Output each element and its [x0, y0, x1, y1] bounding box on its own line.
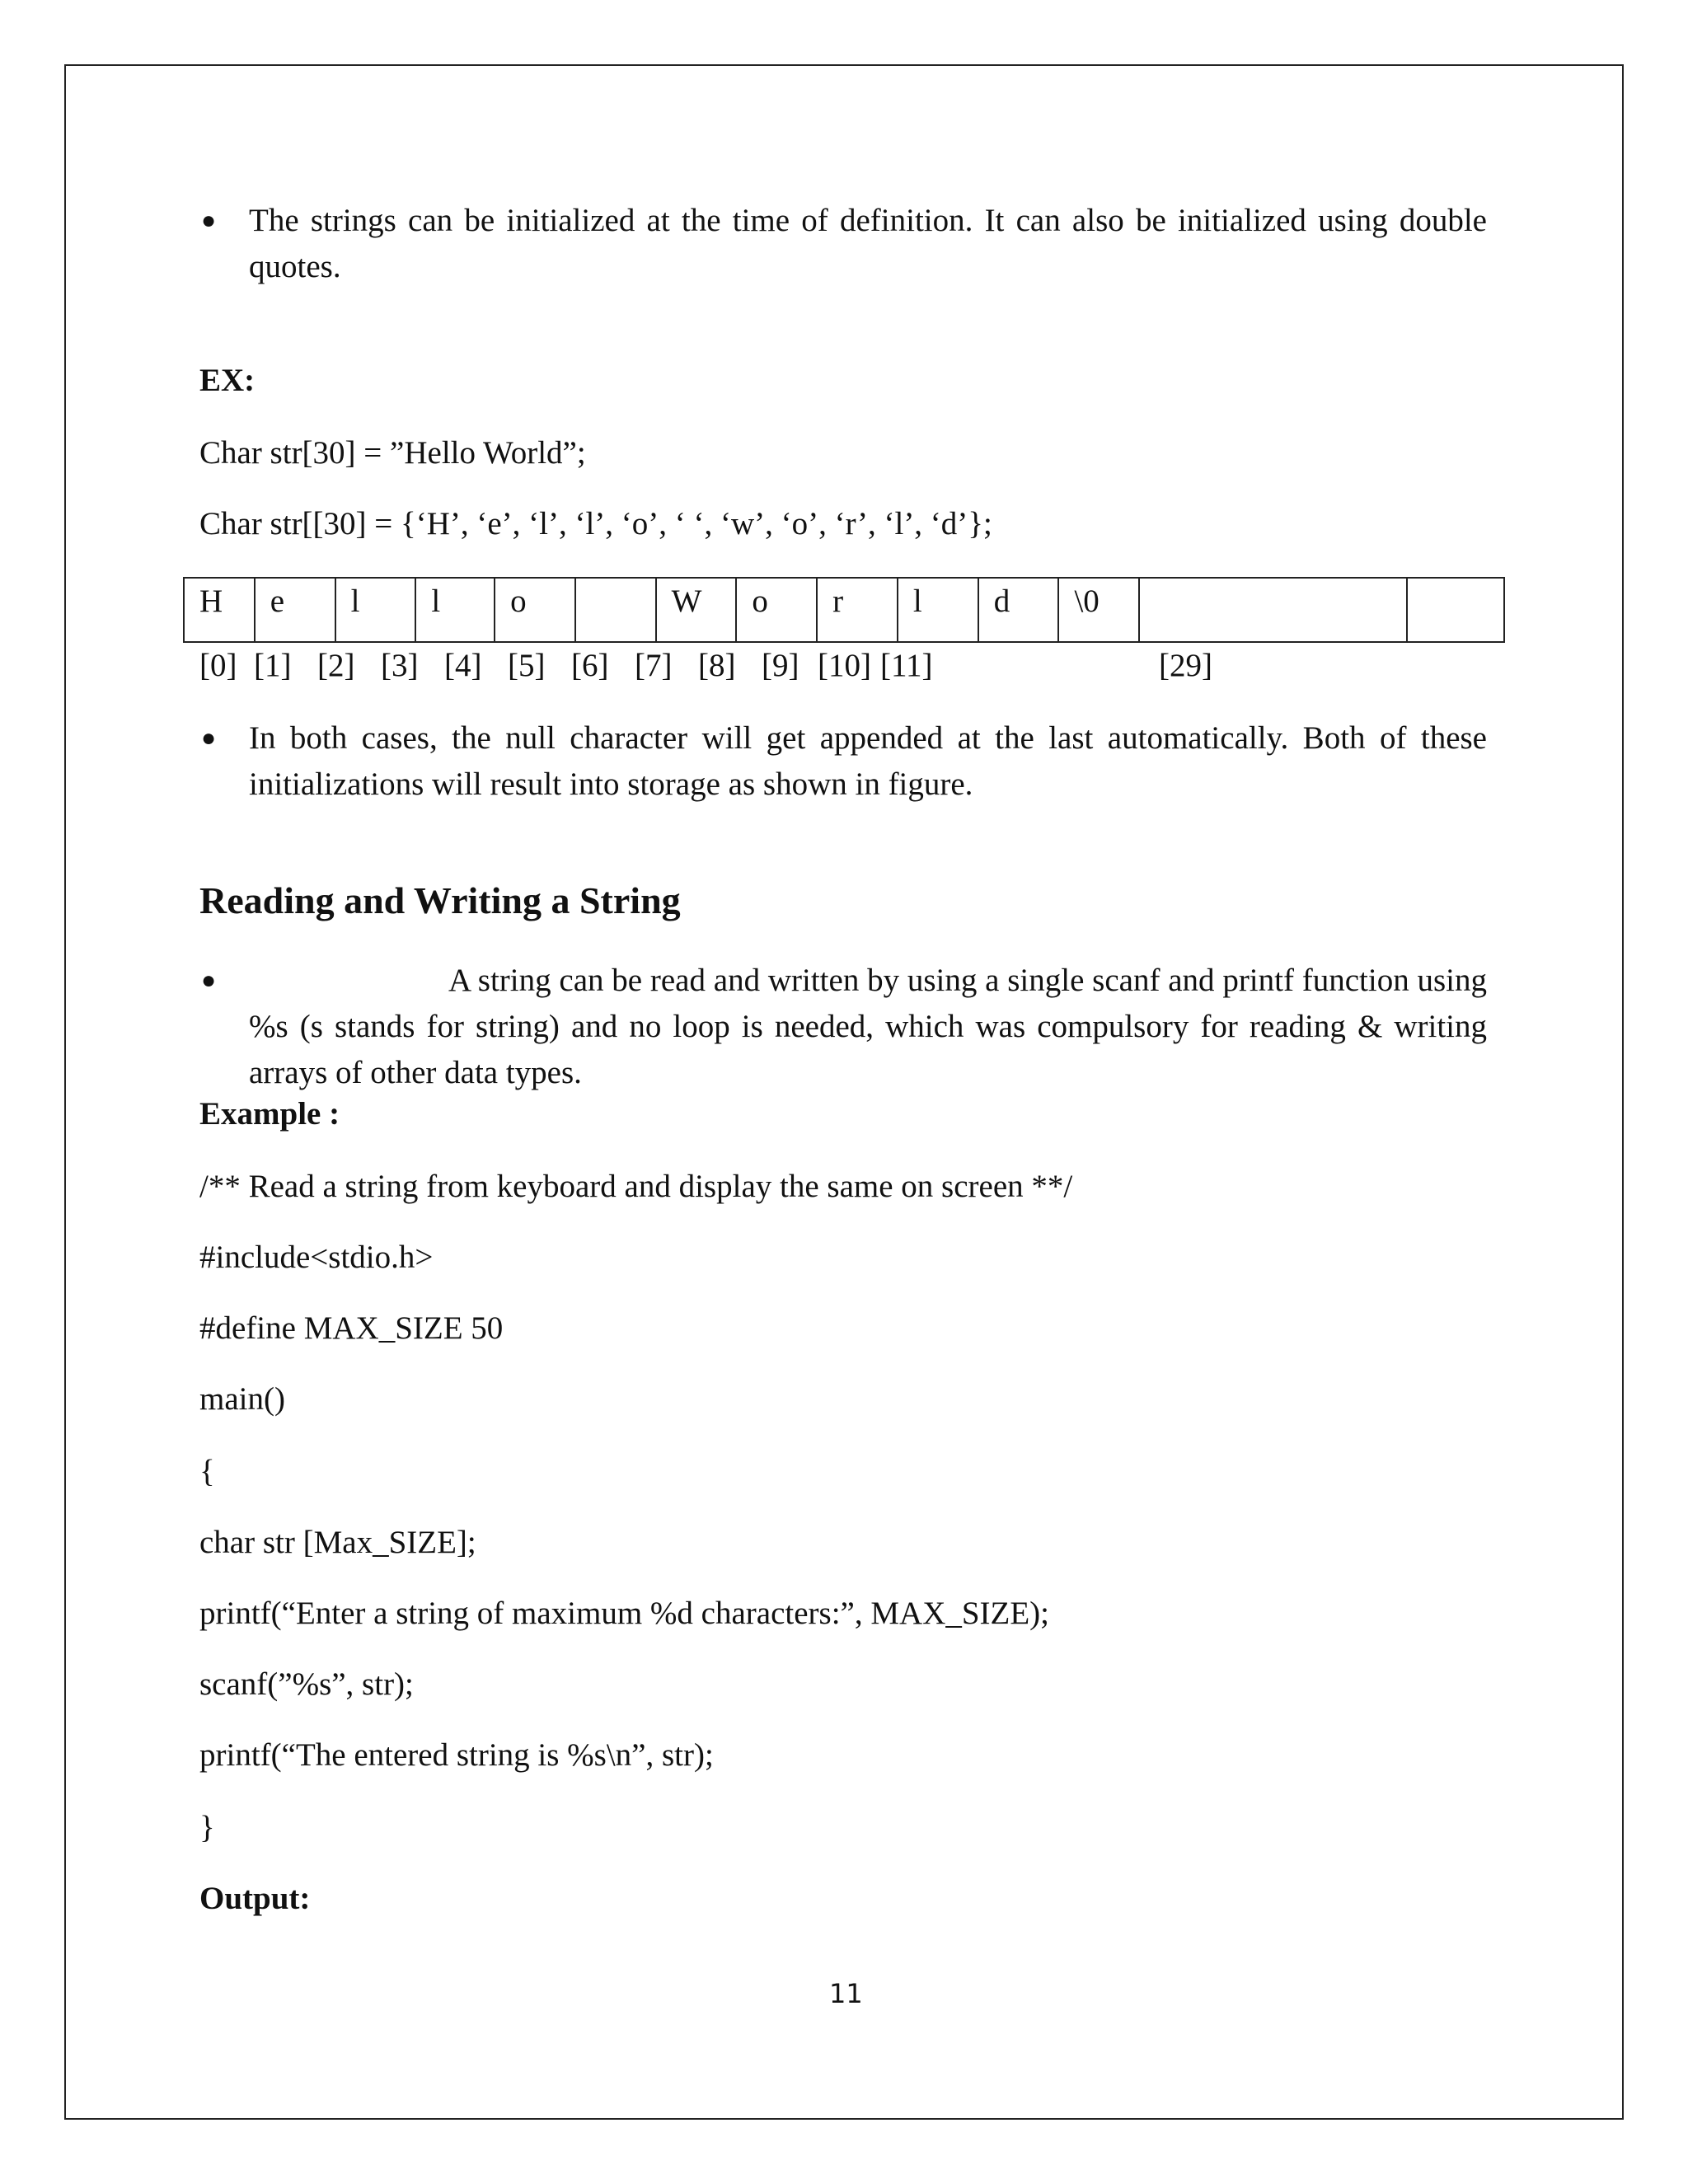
bullet-icon: ●: [201, 967, 217, 994]
string-storage-table: [183, 577, 1505, 643]
code-line-init-2: Char str[[30] = {‘H’, ‘e’, ‘l’, ‘l’, ‘o’, ‘ ‘, ‘w’, ‘o’, ‘r’, ‘l’, ‘d’};: [199, 506, 992, 541]
page-number: 11: [829, 1978, 863, 2009]
code-line: #define MAX_SIZE 50: [199, 1310, 504, 1346]
table-cell: d: [979, 579, 1060, 641]
bullet-paragraph-3: A string can be read and written by using a single scanf and printf function using %s (s stands for string) and no loop is needed, which was compulsory for reading & writing arrays of other data types.: [249, 963, 1487, 1090]
section-heading: Reading and Writing a String: [199, 879, 681, 921]
code-line: {: [199, 1454, 215, 1489]
table-cell: l: [336, 579, 417, 641]
code-line: char str [Max_SIZE];: [199, 1525, 476, 1560]
table-cell: l: [416, 579, 495, 641]
example-label: Example :: [199, 1096, 340, 1132]
table-cell: o: [495, 579, 576, 641]
table-cell: [1140, 579, 1408, 641]
table-cell: l: [898, 579, 979, 641]
index-label: [0]: [199, 648, 237, 683]
code-line: scanf(”%s”, str);: [199, 1666, 414, 1702]
bullet-paragraph-1: The strings can be initialized at the time of definition. It can also be initialized using double quotes.: [249, 203, 1487, 284]
index-label: [2]: [317, 648, 355, 683]
index-label: [8]: [698, 648, 736, 683]
index-label: [3]: [381, 648, 419, 683]
code-line: #include<stdio.h>: [199, 1240, 434, 1275]
index-label: [5]: [508, 648, 546, 683]
bullet-paragraph-2: In both cases, the null character will get appended at the last automatically. Both of these initializations will result into storage as shown in figure.: [249, 720, 1487, 802]
table-cell: [576, 579, 657, 641]
index-label: [29]: [1159, 648, 1212, 683]
index-label: [10]: [818, 648, 871, 683]
table-cell: o: [737, 579, 818, 641]
bullet-icon: ●: [201, 207, 217, 234]
table-cell: r: [818, 579, 898, 641]
index-label: [7]: [635, 648, 673, 683]
code-line-init-1: Char str[30] = ”Hello World”;: [199, 435, 586, 471]
code-line: printf(“The entered string is %s\n”, str);: [199, 1737, 714, 1773]
table-cell: e: [256, 579, 336, 641]
index-label: [4]: [444, 648, 482, 683]
index-label: [1]: [254, 648, 292, 683]
ex-label: EX:: [199, 363, 256, 398]
code-line: }: [199, 1810, 215, 1845]
table-cell: [1408, 579, 1503, 641]
table-cell: W: [657, 579, 738, 641]
table-cell: H: [185, 579, 256, 641]
output-label: Output:: [199, 1881, 311, 1916]
code-line: main(): [199, 1381, 285, 1417]
table-cell: \0: [1059, 579, 1140, 641]
index-label: [6]: [571, 648, 609, 683]
code-line: /** Read a string from keyboard and display the same on screen **/: [199, 1169, 1073, 1204]
index-label: [9]: [762, 648, 799, 683]
index-label: [11]: [880, 648, 933, 683]
code-line: printf(“Enter a string of maximum %d characters:”, MAX_SIZE);: [199, 1596, 1050, 1631]
bullet-icon: ●: [201, 724, 217, 752]
